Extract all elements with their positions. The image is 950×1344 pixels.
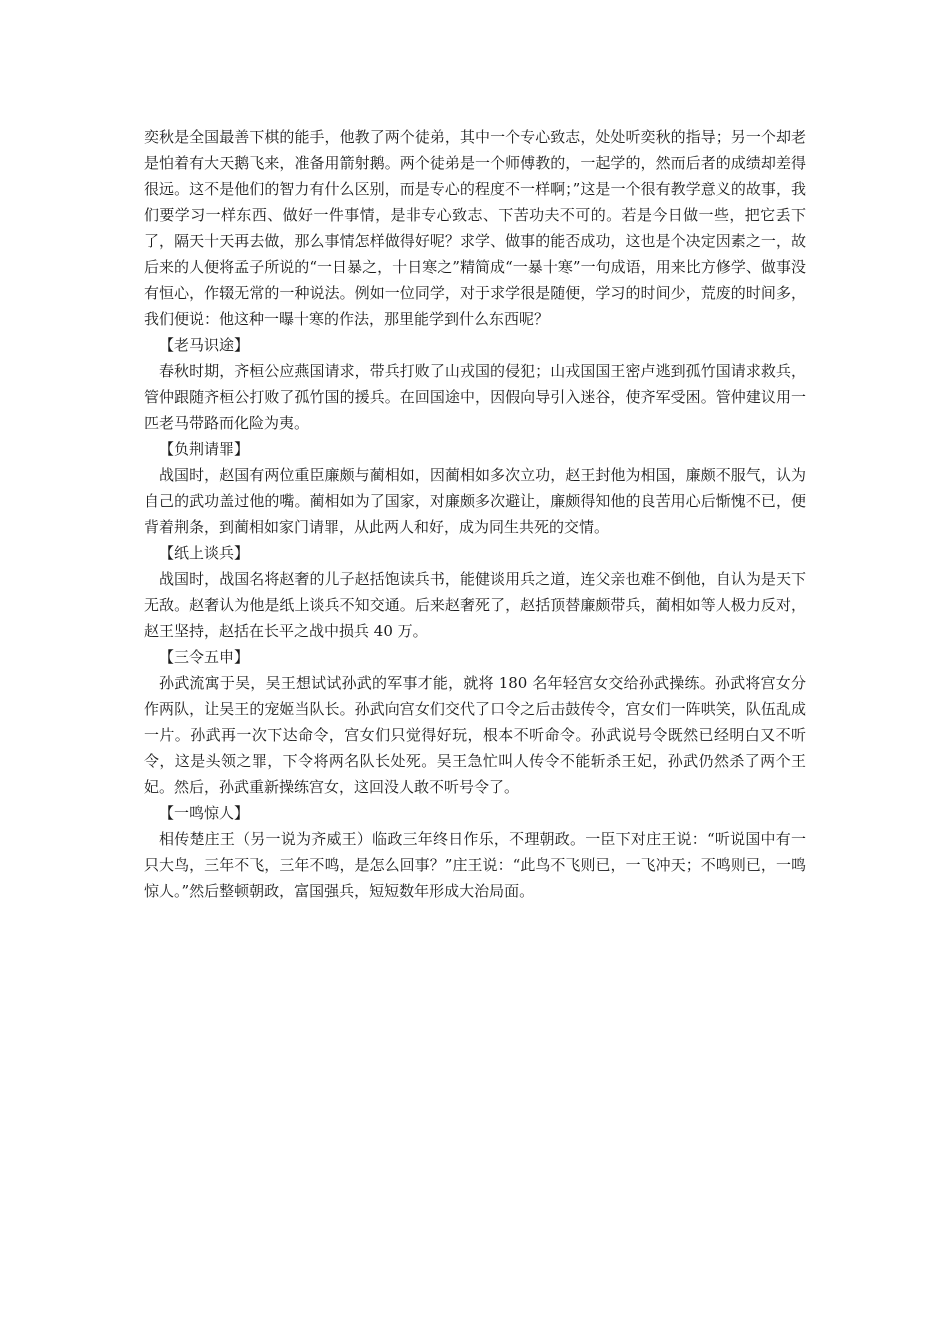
document-body [144, 124, 806, 904]
section-heading-yi-ming-jing-ren: 【一鸣惊人】 [159, 804, 250, 822]
section-text-fu-jing-qing-zui: 战国时，赵国有两位重臣廉颇与蔺相如，因蔺相如多次立功，赵王封他为相国，廉颇不服气，认为自己的武功盖过他的嘴。蔺相如为了国家，对廉颇多次避让，廉颇得知他的良苦用心后惭愧不已，便背着荆条，到蔺相如家门请罪，从此两人和好，成为同生共死的交情。 [144, 466, 806, 536]
section-heading-fu-jing-qing-zui: 【负荆请罪】 [159, 440, 250, 458]
section-heading-lao-ma-shi-tu: 【老马识途】 [159, 336, 250, 354]
section-heading-san-ling-wu-shen: 【三令五申】 [159, 648, 250, 666]
section-text-yi-ming-jing-ren: 相传楚庄王（另一说为齐威王）临政三年终日作乐，不理朝政。一臣下对庄王说：“听说国中有一只大鸟，三年不飞，三年不鸣，是怎么回事？”庄王说：“此鸟不飞则已，一飞冲天；不鸣则已，一鸣惊人。”然后整顿朝政，富国强兵，短短数年形成大治局面。 [144, 830, 806, 900]
section-heading-zhi-shang-tan-bing: 【纸上谈兵】 [159, 544, 250, 562]
section-text-lao-ma-shi-tu: 春秋时期，齐桓公应燕国请求，带兵打败了山戎国的侵犯；山戎国国王密卢逃到孤竹国请求救兵，管仲跟随齐桓公打败了孤竹国的援兵。在回国途中，因假向导引入迷谷，使齐军受困。管仲建议用一匹老马带路而化险为夷。 [144, 362, 806, 432]
section-text-zhi-shang-tan-bing: 战国时，战国名将赵奢的儿子赵括饱读兵书，能健谈用兵之道，连父亲也难不倒他，自认为是天下无敌。赵奢认为他是纸上谈兵不知交通。后来赵奢死了，赵括顶替廉颇带兵，蔺相如等人极力反对，赵王坚持，赵括在长平之战中损兵 40 万。 [144, 570, 806, 640]
intro-paragraph: 奕秋是全国最善下棋的能手，他教了两个徒弟，其中一个专心致志，处处听奕秋的指导；另一个却老是怕着有大天鹅飞来，准备用箭射鹅。两个徒弟是一个师傅教的，一起学的，然而后者的成绩却差得很远。这不是他们的智力有什么区别，而是专心的程度不一样啊；”这是一个很有教学意义的故事，我们要学习一样东西、做好一件事情，是非专心致志、下苦功夫不可的。若是今日做一些，把它丢下了，隔天十天再去做，那么事情怎样做得好呢？求学、做事的能否成功，这也是个决定因素之一，故后来的人便将孟子所说的“一日暴之，十日寒之”精简成“一暴十寒”一句成语，用来比方修学、做事没有恒心，作辍无常的一种说法。例如一位同学，对于求学很是随便，学习的时间少，荒废的时间多，我们便说：他这种一曝十寒的作法，那里能学到什么东西呢？ [144, 128, 806, 328]
section-text-san-ling-wu-shen: 孙武流寓于吴，吴王想试试孙武的军事才能，就将 180 名年轻宫女交给孙武操练。孙武将宫女分作两队，让吴王的宠姬当队长。孙武向宫女们交代了口令之后击鼓传令，宫女们一阵哄笑，队伍乱成一片。孙武再一次下达命令，宫女们只觉得好玩，根本不听命令。孙武说号令既然已经明白又不听令，这是头领之罪，下令将两名队长处死。吴王急忙叫人传令不能斩杀王妃，孙武仍然杀了两个王妃。然后，孙武重新操练宫女，这回没人敢不听号令了。 [144, 674, 806, 796]
